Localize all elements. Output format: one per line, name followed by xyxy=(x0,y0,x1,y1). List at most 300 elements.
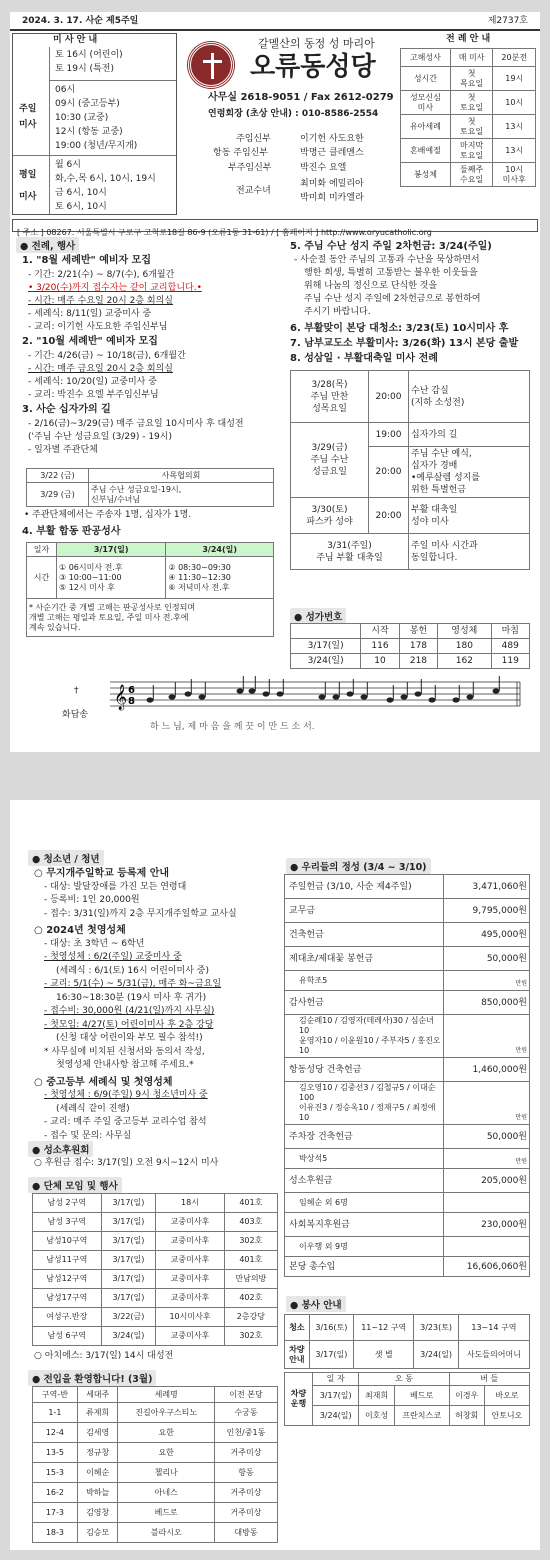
newcomer-row xyxy=(33,1423,278,1443)
youth-line: - 첫모임: 4/27(토) 어린이미사 후 2층 강당 xyxy=(44,1019,214,1030)
triduum-cell: 3/29(금) 주님 수난 성금요일 xyxy=(291,423,369,498)
service-cell: 3/16(토) xyxy=(309,1315,353,1341)
group-cell: 교중미사후 xyxy=(156,1232,224,1251)
staff-role: 부주임신부 xyxy=(228,163,272,173)
youth-line: 첫영성체 안내사항 참고해 주세요.* xyxy=(56,1060,194,1070)
staff-role: 주임신부 xyxy=(236,134,271,144)
group-table xyxy=(32,1193,278,1346)
offering-row xyxy=(285,899,530,923)
music-note xyxy=(249,688,256,693)
music-note xyxy=(387,697,394,702)
youth-line: - 접수 및 문의: 사무실 xyxy=(44,1130,132,1141)
service-cell: 사도들의어머니 xyxy=(458,1341,529,1369)
weekday-mass-label: 평일 xyxy=(19,170,37,180)
service-cell: 3/23(토) xyxy=(414,1315,458,1341)
triduum-cell: 3/28(목) 주님 만찬 성목요일 xyxy=(291,371,369,423)
music-note xyxy=(361,694,368,699)
driver-cell: 허창회 xyxy=(449,1406,484,1426)
offering-label: 유학조5 xyxy=(285,971,444,991)
section-vocation: ● 성소후원회 xyxy=(28,1141,93,1157)
triduum-row xyxy=(291,371,530,423)
music-note xyxy=(467,694,474,699)
guide-cell: 성시간 xyxy=(401,67,451,91)
newcomer-cell: 거주미상 xyxy=(214,1443,277,1463)
newcomer-cell: 18-3 xyxy=(33,1523,78,1543)
newcomer-row xyxy=(33,1503,278,1523)
group-cell: 3/17(일) xyxy=(101,1194,156,1213)
way-note: • 주관단체에서는 주송자 1명, 십자가 1명. xyxy=(24,510,192,520)
offering-amount: 205,000원 xyxy=(444,1169,530,1193)
newcomer-cell: 1-1 xyxy=(33,1403,78,1423)
offering-row xyxy=(285,1125,530,1149)
newcomer-row xyxy=(33,1463,278,1483)
driver-row xyxy=(285,1386,530,1406)
guide-cell: 10시 xyxy=(493,91,536,115)
hymn-row xyxy=(291,639,530,654)
announcement-line: 6. 부활맞이 본당 대청소: 3/23(토) 10시미사 후 xyxy=(290,323,509,334)
youth-line: - 대상: 발달장애를 가진 모든 연령대 xyxy=(44,881,187,892)
announcement-line: 행한 희생, 특별히 고통받는 불우한 이웃들을 xyxy=(304,268,478,278)
group-row xyxy=(33,1308,278,1327)
offering-amount: 9,795,000원 xyxy=(444,899,530,923)
funeral-contact: 연령회장 (초상 안내) : 010-8586-2554 xyxy=(208,109,379,119)
hymn-cell: 3/24(일) xyxy=(291,654,361,669)
acies-info: ○ 아치에스: 3/17(일) 14시 대성전 xyxy=(34,1351,174,1361)
triduum-cell: 십자가의 길 xyxy=(409,423,530,447)
hymn-cell: 봉헌 xyxy=(399,624,437,639)
liturgy-guide-table xyxy=(400,48,536,187)
conf-note: 계속 있습니다. xyxy=(29,622,81,632)
offering-label: 주차장 건축헌금 xyxy=(285,1125,444,1149)
mass-row: 토 16시 (어린이) xyxy=(55,50,123,60)
service-cell: 3/24(일) xyxy=(414,1341,458,1369)
announcement-line: 주시기 바랍니다. xyxy=(304,307,371,317)
driver-cell: 이호성 xyxy=(359,1406,394,1426)
newcomer-cell: 16-2 xyxy=(33,1483,78,1503)
offering-label: 항동성당 건축헌금 xyxy=(285,1058,444,1082)
announcement-line: - 사순절 동안 주님의 고통과 수난을 묵상하면서 xyxy=(294,255,480,265)
newcomer-cell: 정규창 xyxy=(77,1443,118,1463)
way-group: 주님 수난 성금요일-19시, 신부님/수녀님 xyxy=(89,483,274,507)
church-logo xyxy=(188,42,234,88)
offering-label: 사회복지후원금 xyxy=(285,1213,444,1237)
hymn-cell: 시작 xyxy=(361,624,399,639)
youth-line: (세례식 : 6/1(토) 16시 어린이미사 중) xyxy=(56,965,209,976)
offering-row xyxy=(285,991,530,1015)
church-motto: 갈멜산의 동정 성 마리아 xyxy=(258,37,375,50)
announcement-line: - 일자별 주관단체 xyxy=(28,445,98,455)
service-cell: 샛 별 xyxy=(354,1341,414,1369)
donor-info: ○ 후원금 접수: 3/17(일) 오전 9시~12시 미사 xyxy=(34,1158,219,1168)
offering-row xyxy=(285,1015,530,1058)
offering-label: 감사헌금 xyxy=(285,991,444,1015)
guide-row xyxy=(401,49,536,67)
driver-cell: 베드로 xyxy=(394,1386,449,1406)
youth-line: - 교리: 매주 주일 중고등부 교리수업 참석 xyxy=(44,1117,207,1127)
guide-cell: 고해성사 xyxy=(401,49,451,67)
staff-name: 이기헌 사도요한 xyxy=(300,134,364,144)
newcomer-cell: 구역-반 xyxy=(33,1387,78,1403)
driver-cell: 안토니오 xyxy=(484,1406,529,1426)
announcement-line: 1. "8월 세례반" 예비자 모집 xyxy=(22,255,152,266)
group-cell: 401호 xyxy=(224,1251,277,1270)
guide-cell: 성모신심 미사 xyxy=(401,91,451,115)
staff-name: 최미화 에밀리아 xyxy=(300,179,364,189)
guide-row xyxy=(401,115,536,139)
triduum-cell: 20:00 xyxy=(369,447,409,498)
staff-name: 박진수 요엘 xyxy=(300,163,347,173)
newcomer-row xyxy=(33,1483,278,1503)
conf-time-label: 시간 xyxy=(27,557,57,599)
offering-label: 김오영10 / 김중선3 / 김철규5 / 이대순100 이유진3 / 정승옥10 / 정재구5 / 최정애10 xyxy=(285,1082,444,1125)
youth-line: 16:30~18:30분 (19시 미사 후 귀가) xyxy=(56,992,207,1003)
group-cell: 3/17(일) xyxy=(101,1232,156,1251)
mass-info-title: 미 사 안 내 xyxy=(53,35,98,45)
driver-cell: 이경우 xyxy=(449,1386,484,1406)
group-cell: 2층강당 xyxy=(224,1308,277,1327)
conf-slot: ③ 10:00~11:00 xyxy=(59,572,122,582)
group-row xyxy=(33,1289,278,1308)
group-cell: 남성10구역 xyxy=(33,1232,102,1251)
group-row xyxy=(33,1327,278,1346)
driver-head: 일 자 xyxy=(313,1373,359,1386)
triduum-row xyxy=(291,534,530,570)
newcomer-row xyxy=(33,1403,278,1423)
offering-row xyxy=(285,1082,530,1125)
announcement-line: 8. 성삼일 · 부활대축일 미사 전례 xyxy=(290,353,438,364)
youth-line: - 첫영성체 : 6/9(주일) 9시 청소년미사 중 xyxy=(44,1090,208,1100)
service-cell: 3/17(일) xyxy=(309,1341,353,1369)
offering-row xyxy=(285,1193,530,1213)
youth-line: - 교리: 5/1(수) ~ 5/31(금), 매주 화~금요일 xyxy=(44,979,222,989)
announcement-line: - 시간: 매주 수요일 20시 2층 회의실 xyxy=(28,296,173,306)
hymn-row xyxy=(291,654,530,669)
offering-row xyxy=(285,875,530,899)
triduum-cell: 주일 미사 시간과 동일합니다. xyxy=(409,534,530,570)
offering-table xyxy=(284,874,530,1277)
announcement-line: - 기간: 2/21(수) ~ 8/7(수), 6개월간 xyxy=(28,270,175,280)
section-newcomers: ● 전입을 환영합니다! (3월) xyxy=(28,1370,156,1386)
weekday-mass-label-2: 미사 xyxy=(19,192,37,202)
svg-text:6: 6 xyxy=(128,685,135,696)
offering-amount: 1,460,000원 xyxy=(444,1058,530,1082)
group-cell: 403호 xyxy=(224,1213,277,1232)
triduum-cell: 19:00 xyxy=(369,423,409,447)
staff-role: 전교수녀 xyxy=(236,186,271,196)
guide-cell: 첫 토요일 xyxy=(450,91,493,115)
service-cell: 13~14 구역 xyxy=(458,1315,529,1341)
section-liturgy-events: ● 전례, 행사 xyxy=(16,237,79,253)
announcement-line: - 기간: 4/26(금) ~ 10/18(금), 6개월간 xyxy=(28,351,186,361)
newcomer-row xyxy=(33,1443,278,1463)
group-cell: 3/17(일) xyxy=(101,1270,156,1289)
offering-label: 김순례10 / 김영자(데레사)30 / 심순녀10 윤영자10 / 이윤원10 / 주부자5 / 홍진오10 xyxy=(285,1015,444,1058)
music-note xyxy=(347,691,354,696)
offering-amount: 50,000원 xyxy=(444,947,530,971)
newcomer-row xyxy=(33,1523,278,1543)
guide-cell: 유아세례 xyxy=(401,115,451,139)
hymn-cell: 178 xyxy=(399,639,437,654)
offering-label: 건축헌금 xyxy=(285,923,444,947)
mass-row: 09시 (중고등부) xyxy=(55,99,120,109)
driver-head-row xyxy=(285,1373,530,1386)
triduum-cell: 3/30(토) 파스카 성야 xyxy=(291,498,369,534)
group-cell: 남성12구역 xyxy=(33,1270,102,1289)
newcomer-cell: 류제희 xyxy=(77,1403,118,1423)
group-cell: 3/22(금) xyxy=(101,1308,156,1327)
driver-head: 오 동 xyxy=(359,1373,449,1386)
announcement-line: - 2/16(금)~3/29(금) 매주 금요일 10시미사 후 대성전 xyxy=(28,419,244,429)
offering-row xyxy=(285,923,530,947)
svg-text:𝄞: 𝄞 xyxy=(114,685,128,710)
guide-cell: 봉성체 xyxy=(401,163,451,187)
hymn-cell: 162 xyxy=(438,654,491,669)
driver-cell: 3/24(일) xyxy=(313,1406,359,1426)
offering-amount: 230,000원 xyxy=(444,1213,530,1237)
service-table xyxy=(284,1314,530,1369)
announcement-line: 2. "10월 세례반" 예비자 모집 xyxy=(22,336,158,347)
youth-line: - 접수비: 30,000원 (4/21(일)까지 사무실) xyxy=(44,1006,215,1016)
music-note xyxy=(493,688,500,693)
music-note xyxy=(453,697,460,702)
newcomer-cell: 김세영 xyxy=(77,1423,118,1443)
weekday-row: 화,수,목 6시, 10시, 19시 xyxy=(55,174,156,184)
hymn-cell: 180 xyxy=(438,639,491,654)
newcomer-cell: 수궁동 xyxy=(214,1403,277,1423)
youth-line: (세례식 같이 진행) xyxy=(56,1103,130,1114)
newcomer-cell: 베드로 xyxy=(118,1503,214,1523)
music-note xyxy=(415,691,422,696)
youth-line: ○ 중고등부 세례식 및 첫영성체 xyxy=(34,1076,173,1088)
announcement-line: - 세례식: 8/11(일) 교중미사 중 xyxy=(28,309,152,319)
hymn-cell: 영성체 xyxy=(438,624,491,639)
group-cell: 교중미사후 xyxy=(156,1251,224,1270)
driver-row xyxy=(285,1406,530,1426)
conf-slot: ① 06시미사 전.후 xyxy=(59,562,123,572)
music-note xyxy=(147,697,154,702)
hymn-cell: 3/17(일) xyxy=(291,639,361,654)
service-cell: 11~12 구역 xyxy=(354,1315,414,1341)
newcomer-cell: 김승모 xyxy=(77,1523,118,1543)
hymn-cell: 489 xyxy=(491,639,529,654)
newcomer-cell: 세대주 xyxy=(77,1387,118,1403)
address-text: [ 주소 ] 08267. 서울특별시 구로구 고척로18길 86-9 (오류1동 31-61) / [ 홈페이지 ] http://www.oryucatholic.org xyxy=(17,228,432,237)
conf-note: * 사순기간 중 개별 고해는 판공성사로 인정되며 xyxy=(29,602,196,612)
staff-name: 박명근 클레멘스 xyxy=(300,148,364,158)
newcomer-cell: 13-5 xyxy=(33,1443,78,1463)
newcomer-cell: 요한 xyxy=(118,1423,214,1443)
group-cell: 18시 xyxy=(156,1194,224,1213)
youth-line: - 대상: 초 3학년 ~ 6학년 xyxy=(44,938,145,949)
newcomer-cell: 인천/중1동 xyxy=(214,1423,277,1443)
weekday-row: 월 6시 xyxy=(55,160,81,170)
group-cell: 302호 xyxy=(224,1232,277,1251)
way-group: 사목협의회 xyxy=(89,469,274,483)
offering-label: 본당 총수입 xyxy=(285,1257,444,1277)
newcomer-cell: 대방동 xyxy=(214,1523,277,1543)
group-cell: 남성11구역 xyxy=(33,1251,102,1270)
guide-cell: 첫 토요일 xyxy=(450,115,493,139)
offering-label: 성소후원금 xyxy=(285,1169,444,1193)
group-row xyxy=(33,1232,278,1251)
youth-line: ○ 무지개주일학교 등록제 안내 xyxy=(34,868,170,879)
music-note xyxy=(401,694,408,699)
group-cell: 3/17(일) xyxy=(101,1251,156,1270)
group-cell: 10시미사후 xyxy=(156,1308,224,1327)
triduum-cell: 20:00 xyxy=(369,371,409,423)
guide-cell: 첫 목요일 xyxy=(450,67,493,91)
offering-label: 제대초/제대꽃 봉헌금 xyxy=(285,947,444,971)
group-row xyxy=(33,1270,278,1289)
group-cell: 남성 6구역 xyxy=(33,1327,102,1346)
triduum-cell: 20:00 xyxy=(369,498,409,534)
staff-name: 박미희 미카엘라 xyxy=(300,193,364,203)
conf-head: 3/24(일) xyxy=(166,543,274,557)
section-groups: ● 단체 모임 및 행사 xyxy=(28,1177,122,1193)
section-offering: ● 우리들의 정성 (3/4 ~ 3/10) xyxy=(286,858,431,874)
newcomer-cell: 항동 xyxy=(214,1463,277,1483)
triduum-table xyxy=(290,370,530,570)
music-note xyxy=(319,694,326,699)
weekday-row: 토 6시, 10시 xyxy=(55,202,107,212)
sunday-mass-label-2: 미사 xyxy=(19,120,37,130)
newcomer-cell: 거주미상 xyxy=(214,1483,277,1503)
offering-amount: 850,000원 xyxy=(444,991,530,1015)
announcement-line: 위해 나눔의 정신으로 단식한 것을 xyxy=(304,281,438,291)
svg-text:8: 8 xyxy=(128,696,135,707)
offering-amount: 만원 xyxy=(444,1082,530,1125)
group-cell: 여성구.반장 xyxy=(33,1308,102,1327)
liturgy-guide-title: 전 례 안 내 xyxy=(446,34,491,44)
psalm-label: 화답송 xyxy=(62,710,89,720)
guide-cell: 둘째주 수요일 xyxy=(450,163,493,187)
sunday-mass-label: 주일 xyxy=(19,104,37,114)
group-cell: 401호 xyxy=(224,1194,277,1213)
driver-head: 버 들 xyxy=(449,1373,530,1386)
guide-cell: 13시 xyxy=(493,115,536,139)
group-cell: 3/17(일) xyxy=(101,1213,156,1232)
offering-amount xyxy=(444,1193,530,1213)
youth-line: - 접수: 3/31(일)까지 2층 무지개주일학교 교사실 xyxy=(44,908,237,919)
office-phone: 사무실 2618-9051 / Fax 2612-0279 xyxy=(208,92,394,103)
guide-row xyxy=(401,163,536,187)
newcomer-cell: 박하늘 xyxy=(77,1483,118,1503)
music-note xyxy=(263,691,270,696)
offering-label: 주일헌금 (3/10, 사순 제4주일) xyxy=(285,875,444,899)
newcomer-cell: 아네스 xyxy=(118,1483,214,1503)
music-note xyxy=(333,694,340,699)
offering-row xyxy=(285,947,530,971)
group-cell: 교중미사후 xyxy=(156,1213,224,1232)
offering-label: 박상석5 xyxy=(285,1149,444,1169)
hymn-cell: 마침 xyxy=(491,624,529,639)
guide-cell: 마지막 토요일 xyxy=(450,139,493,163)
music-note xyxy=(185,691,192,696)
hymn-cell xyxy=(291,624,361,639)
hymn-cell: 218 xyxy=(399,654,437,669)
newcomer-cell: 김영창 xyxy=(77,1503,118,1523)
announcement-line: - 세례식: 10/20(일) 교중미사 중 xyxy=(28,377,157,387)
group-cell: 교중미사후 xyxy=(156,1289,224,1308)
group-cell: 교중미사후 xyxy=(156,1327,224,1346)
offering-amount: 만원 xyxy=(444,1015,530,1058)
mass-row: 토 19시 (특전) xyxy=(55,64,114,74)
announcement-line: ('주님 수난 성금요일 (3/29) - 19시) xyxy=(28,432,172,442)
guide-cell: 매 미사 xyxy=(450,49,493,67)
conf-slot: ② 08:30~09:30 xyxy=(168,562,231,572)
bulletin-page-2 xyxy=(10,800,540,1550)
music-note xyxy=(169,694,176,699)
guide-row xyxy=(401,67,536,91)
newcomer-cell: 거주미상 xyxy=(214,1503,277,1523)
driver-cell: 바오로 xyxy=(484,1386,529,1406)
youth-line: - 등록비: 1인 20,000원 xyxy=(44,895,140,905)
newcomer-cell: 이혜순 xyxy=(77,1463,118,1483)
mass-info-box xyxy=(12,33,177,215)
offering-row xyxy=(285,1169,530,1193)
announcement-line: - 교리: 박진수 요엘 부주임신부님 xyxy=(28,390,159,400)
issue-date: 2024. 3. 17. 사순 제5주일 xyxy=(22,16,139,26)
conf-slot: ⑥ 저녁미사 전.후 xyxy=(168,582,230,592)
hymn-table xyxy=(290,623,530,669)
music-note xyxy=(429,697,436,702)
section-service: ● 봉사 안내 xyxy=(286,1296,346,1312)
newcomer-cell: 진길아우구스티노 xyxy=(118,1403,214,1423)
group-cell: 302호 xyxy=(224,1327,277,1346)
mass-row: 12시 (항동 교중) xyxy=(55,127,123,137)
conf-head: 일자 xyxy=(27,543,57,557)
group-row xyxy=(33,1251,278,1270)
service-cell: 청소 xyxy=(285,1315,310,1341)
offering-amount: 3,471,060원 xyxy=(444,875,530,899)
driver-table xyxy=(284,1372,530,1426)
guide-row xyxy=(401,139,536,163)
newcomer-row xyxy=(33,1387,278,1403)
weekday-row: 금 6시, 10시 xyxy=(55,188,107,198)
newcomer-cell: 블라시오 xyxy=(118,1523,214,1543)
group-cell: 3/24(일) xyxy=(101,1327,156,1346)
conf-head: 3/17(일) xyxy=(57,543,166,557)
way-date: 3/22 (금) xyxy=(27,469,89,483)
confession-table xyxy=(26,542,274,637)
offering-row xyxy=(285,1213,530,1237)
driver-cell: 최재희 xyxy=(359,1386,394,1406)
announcement-line: 3. 사순 십자가의 길 xyxy=(22,404,111,415)
newcomer-table xyxy=(32,1386,278,1543)
group-cell: 3/17(일) xyxy=(101,1289,156,1308)
offering-label: 이우행 외 9명 xyxy=(285,1237,444,1257)
triduum-cell: 3/31(주일) 주님 부활 대축일 xyxy=(291,534,409,570)
service-cell: 차량 안내 xyxy=(285,1341,310,1369)
music-note xyxy=(277,691,284,696)
offering-label: 임혜순 외 6명 xyxy=(285,1193,444,1213)
group-row xyxy=(33,1213,278,1232)
psalm-lyric: 하 느 님, 제 마 음 을 께 끗 이 만 드 소 서. xyxy=(150,722,315,732)
newcomer-cell: 15-3 xyxy=(33,1463,78,1483)
conf-slot: ⑤ 12시 미사 후 xyxy=(59,582,115,592)
offering-amount: 만원 xyxy=(444,1149,530,1169)
guide-row xyxy=(401,91,536,115)
music-note xyxy=(199,694,206,699)
church-name: 오류동성당 xyxy=(250,52,376,82)
section-youth: ● 청소년 / 청년 xyxy=(28,850,104,866)
newcomer-cell: 17-3 xyxy=(33,1503,78,1523)
conf-note: 개별 고해는 평일과 토요일, 주일 미사 전.후에 xyxy=(29,612,189,622)
offering-row xyxy=(285,1237,530,1257)
hymn-cell: 116 xyxy=(361,639,399,654)
youth-line: (신청 대상 어린이와 부모 필수 참석!) xyxy=(56,1033,203,1043)
announcement-line: 주님 수난 성지 주일에 2차헌금으로 봉헌하여 xyxy=(304,294,481,304)
